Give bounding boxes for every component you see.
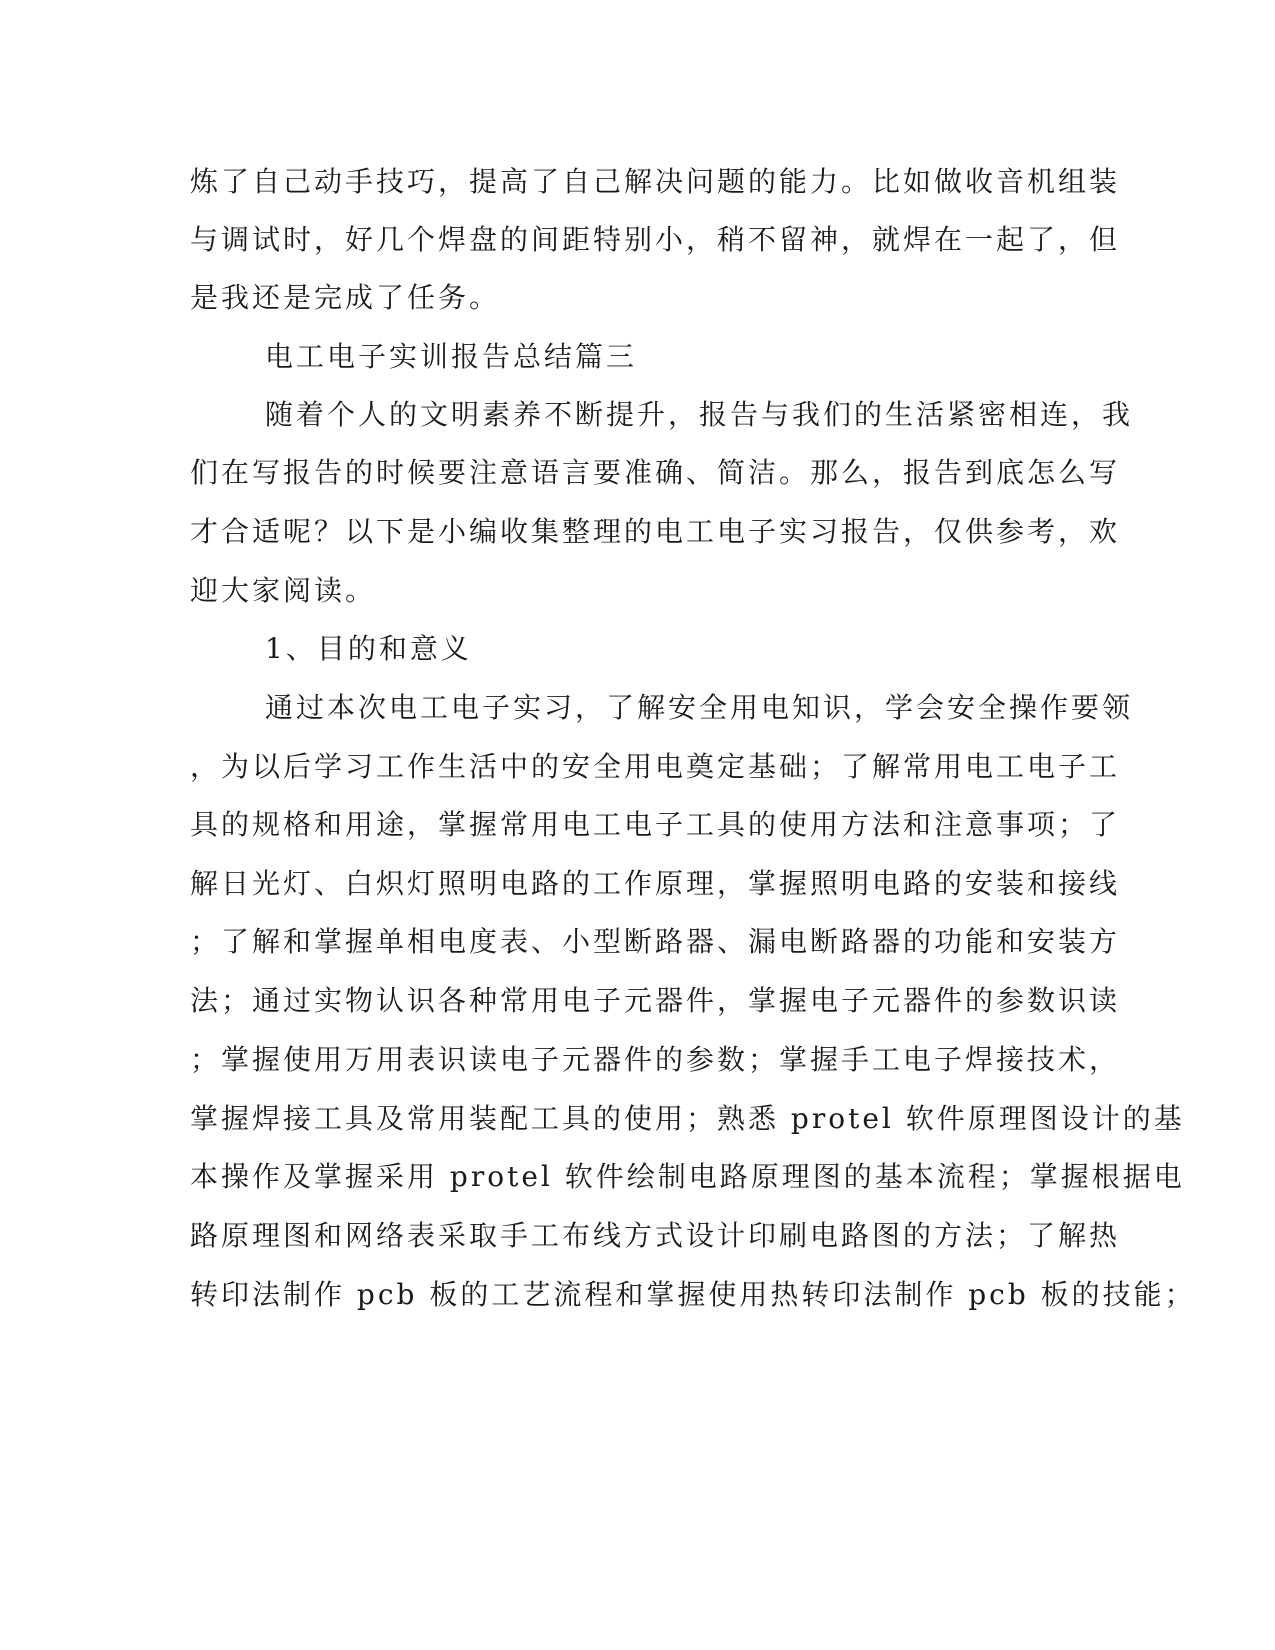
paragraph-line: 随着个人的文明素养不断提升，报告与我们的生活紧密相连，我	[265, 398, 1134, 431]
paragraph-line: 解日光灯、白炽灯照明电路的工作原理，掌握照明电路的安装和接线	[190, 867, 1121, 900]
paragraph-line: 法；通过实物认识各种常用电子元器件，掌握电子元器件的参数识读	[190, 984, 1121, 1017]
paragraph-line: 炼了自己动手技巧，提高了自己解决问题的能力。比如做收音机组装	[190, 165, 1121, 198]
paragraph-line: 路原理图和网络表采取手工布线方式设计印刷电路图的方法；了解热	[190, 1219, 1121, 1252]
paragraph-line: 本操作及掌握采用 protel 软件绘制电路原理图的基本流程；掌握根据电	[190, 1160, 1185, 1193]
paragraph-line: ；掌握使用万用表识读电子元器件的参数；掌握手工电子焊接技术，	[190, 1043, 1121, 1076]
paragraph-line: 通过本次电工电子实习，了解安全用电知识，学会安全操作要领	[265, 691, 1134, 724]
paragraph-line: 转印法制作 pcb 板的工艺流程和掌握使用热转印法制作 pcb 板的技能；	[190, 1278, 1196, 1311]
paragraph-line: 是我还是完成了任务。	[190, 281, 501, 314]
paragraph-line: ，为以后学习工作生活中的安全用电奠定基础；了解常用电工电子工	[190, 750, 1121, 783]
paragraph-line: ；了解和掌握单相电度表、小型断路器、漏电断路器的功能和安装方	[190, 925, 1121, 958]
paragraph-line: 们在写报告的时候要注意语言要准确、简洁。那么，报告到底怎么写	[190, 456, 1121, 489]
paragraph-line: 才合适呢？以下是小编收集整理的电工电子实习报告，仅供参考，欢	[190, 515, 1121, 548]
paragraph-line: 具的规格和用途，掌握常用电工电子工具的使用方法和注意事项；了	[190, 808, 1121, 841]
paragraph-line: 掌握焊接工具及常用装配工具的使用；熟悉 protel 软件原理图设计的基	[190, 1102, 1185, 1135]
paragraph-line: 与调试时，好几个焊盘的间距特别小，稍不留神，就焊在一起了，但	[190, 223, 1121, 256]
paragraph-line: 迎大家阅读。	[190, 574, 377, 607]
subheading: 1、目的和意义	[265, 632, 472, 665]
section-heading: 电工电子实训报告总结篇三	[265, 340, 638, 373]
